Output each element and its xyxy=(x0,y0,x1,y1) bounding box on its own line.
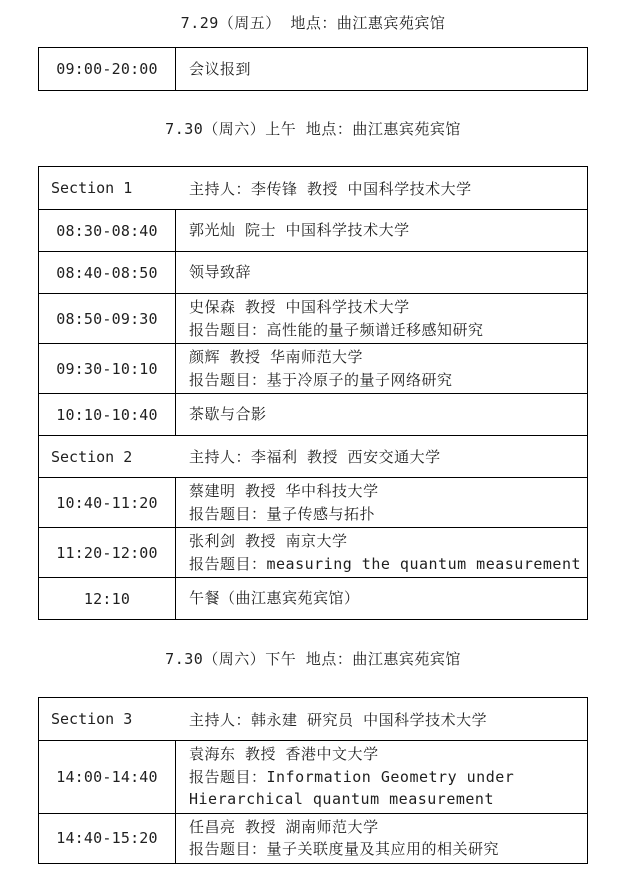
section-label: Section 3 xyxy=(51,710,133,728)
event-cell xyxy=(176,210,587,251)
event-line: 蔡建明 教授 华中科技大学 xyxy=(189,482,379,500)
time-cell: 08:50-09:30 xyxy=(39,294,176,343)
schedule-row xyxy=(39,740,587,813)
event-line: 报告题目：Information Geometry under xyxy=(189,767,515,786)
schedule-heading-day1: 7.29（周五） 地点：曲江惠宾苑宾馆 xyxy=(180,14,446,32)
time-cell: 12:10 xyxy=(39,578,176,619)
section-host-text: 主持人：韩永建 研究员 中国科学技术大学 xyxy=(189,710,488,729)
event-cell xyxy=(176,528,589,577)
time-cell: 14:40-15:20 xyxy=(39,814,176,863)
event-line: 领导致辞 xyxy=(189,263,252,282)
event-line: 张利剑 教授 南京大学 xyxy=(189,532,348,550)
schedule-row xyxy=(39,527,587,577)
schedule-row xyxy=(39,251,587,293)
schedule-heading-day2-morning: 7.30（周六）上午 地点：曲江惠宾苑宾馆 xyxy=(165,120,461,138)
time-cell: 11:20-12:00 xyxy=(39,528,176,577)
event-line: 史保森 教授 中国科学技术大学 xyxy=(189,298,410,316)
event-cell xyxy=(176,814,587,863)
schedule-row xyxy=(39,813,587,863)
event-cell xyxy=(176,741,587,813)
event-line: 报告题目：measuring the quantum measurement xyxy=(189,554,582,573)
section-label: Section 1 xyxy=(51,179,133,197)
schedule-table-day1 xyxy=(38,47,588,91)
event-line: 袁海东 教授 香港中文大学 xyxy=(189,745,379,763)
time-cell: 08:30-08:40 xyxy=(39,210,176,251)
event-line: 颜辉 教授 华南师范大学 xyxy=(189,348,364,366)
section-label: Section 2 xyxy=(51,447,133,466)
time-cell: 08:40-08:50 xyxy=(39,252,176,293)
schedule-heading-day2-afternoon: 7.30（周六）下午 地点：曲江惠宾苑宾馆 xyxy=(165,650,461,668)
section-header-row xyxy=(39,698,587,740)
event-line: 午餐（曲江惠宾苑宾馆） xyxy=(189,589,360,608)
section-host-text: 主持人：李福利 教授 西安交通大学 xyxy=(189,448,441,466)
event-line: Hierarchical quantum measurement xyxy=(189,790,494,808)
event-line: 任昌亮 教授 湖南师范大学 xyxy=(189,817,379,836)
time-cell: 09:30-10:10 xyxy=(39,344,176,393)
time-cell: 10:10-10:40 xyxy=(39,394,176,435)
event-line: 报告题目：量子传感与拓扑 xyxy=(189,504,376,523)
time-cell: 09:00-20:00 xyxy=(39,48,176,90)
time-cell: 10:40-11:20 xyxy=(39,478,176,527)
event-cell xyxy=(176,252,587,293)
event-line: 会议报到 xyxy=(189,59,252,78)
event-cell xyxy=(176,48,587,90)
event-cell xyxy=(176,478,587,527)
schedule-table-day2-morning xyxy=(38,166,588,620)
event-cell xyxy=(176,294,587,343)
time-cell: 14:00-14:40 xyxy=(39,741,176,813)
section-header-row xyxy=(39,167,587,209)
event-line: 报告题目：量子关联度量及其应用的相关研究 xyxy=(189,840,500,858)
event-line: 报告题目：基于冷原子的量子网络研究 xyxy=(189,370,453,389)
event-cell xyxy=(176,344,587,393)
schedule-row xyxy=(39,393,587,435)
schedule-row xyxy=(39,343,587,393)
section-header-row xyxy=(39,435,587,477)
event-line: 郭光灿 院士 中国科学技术大学 xyxy=(189,221,410,240)
event-line: 报告题目：高性能的量子频谱迁移感知研究 xyxy=(189,320,484,339)
event-cell xyxy=(176,578,587,619)
schedule-row xyxy=(39,293,587,343)
event-line: 茶歇与合影 xyxy=(189,405,267,424)
section-host-text: 主持人：李传锋 教授 中国科学技术大学 xyxy=(189,179,472,198)
schedule-row xyxy=(39,48,587,90)
schedule-table-day2-afternoon xyxy=(38,697,588,864)
schedule-row xyxy=(39,209,587,251)
conference-schedule-page xyxy=(0,14,623,864)
schedule-row xyxy=(39,577,587,619)
schedule-row xyxy=(39,477,587,527)
event-cell xyxy=(176,394,587,435)
